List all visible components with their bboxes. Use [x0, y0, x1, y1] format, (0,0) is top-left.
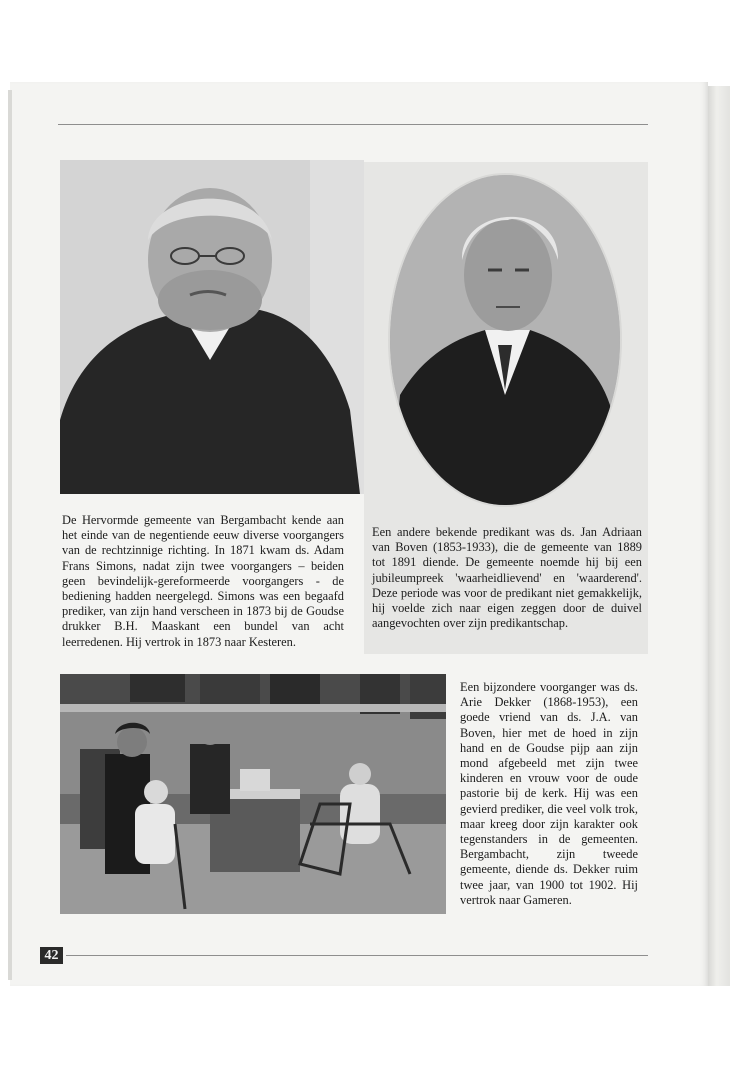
caption-dekker: Een bijzondere voorganger was ds. Arie Dekker (1868-1953), een goede vriend van ds. J.A. van Boven, hier met de hoed in zijn hand en de Goudse pijp aan zijn mond afgebeeld met zijn twee kinderen en vrouw voor de oude pastorie bij de kerk. Hij was een gevierd prediker, die veel volk trok, maar kreeg door zijn karakter ook tegenstanders in de gemeenten. Bergambacht, zijn tweede gemeente, diende ds. Dekker ruim twee jaar, van 1900 tot 1902. Hij vertrok naar Gameren. [460, 680, 638, 907]
caption-simons: De Hervormde gemeente van Bergambacht kende aan het einde van de negentiende eeuw diverse voorgangers van de rechtzinnige richting. In 1871 kwam ds. Adam Frans Simons, nadat zijn twee voorgangers – beiden geen bevindelijk-gereformeerde voorgangers - de bediening hadden neergelegd. Simons was een begaafd prediker, van zijn hand verscheen in 1873 bij de Goudse drukker B.H. Maaskant een bundel van acht leerredenen. Hij vertrok in 1873 naar Kesteren. [62, 513, 344, 649]
portrait-photo-van-boven [390, 175, 620, 505]
top-rule [58, 124, 648, 125]
page-edge [708, 86, 730, 986]
bottom-rule [66, 955, 648, 956]
caption-van-boven: Een andere bekende predikant was ds. Jan Adriaan van Boven (1853-1933), die de gemeente van 1889 tot 1891 diende. De gemeente noemde hij bij een jubileumpreek 'waarheidlievend' en 'waarderend'. Deze periode was voor de predikant niet gemakkelijk, hij voelde zich naar eigen zeggen door de duivel aangevochten over zijn predikantschap. [372, 525, 642, 631]
family-photo-dekker [60, 674, 446, 914]
page-number: 42 [40, 947, 63, 964]
page-spine [8, 90, 12, 980]
portrait-photo-simons [60, 160, 364, 494]
